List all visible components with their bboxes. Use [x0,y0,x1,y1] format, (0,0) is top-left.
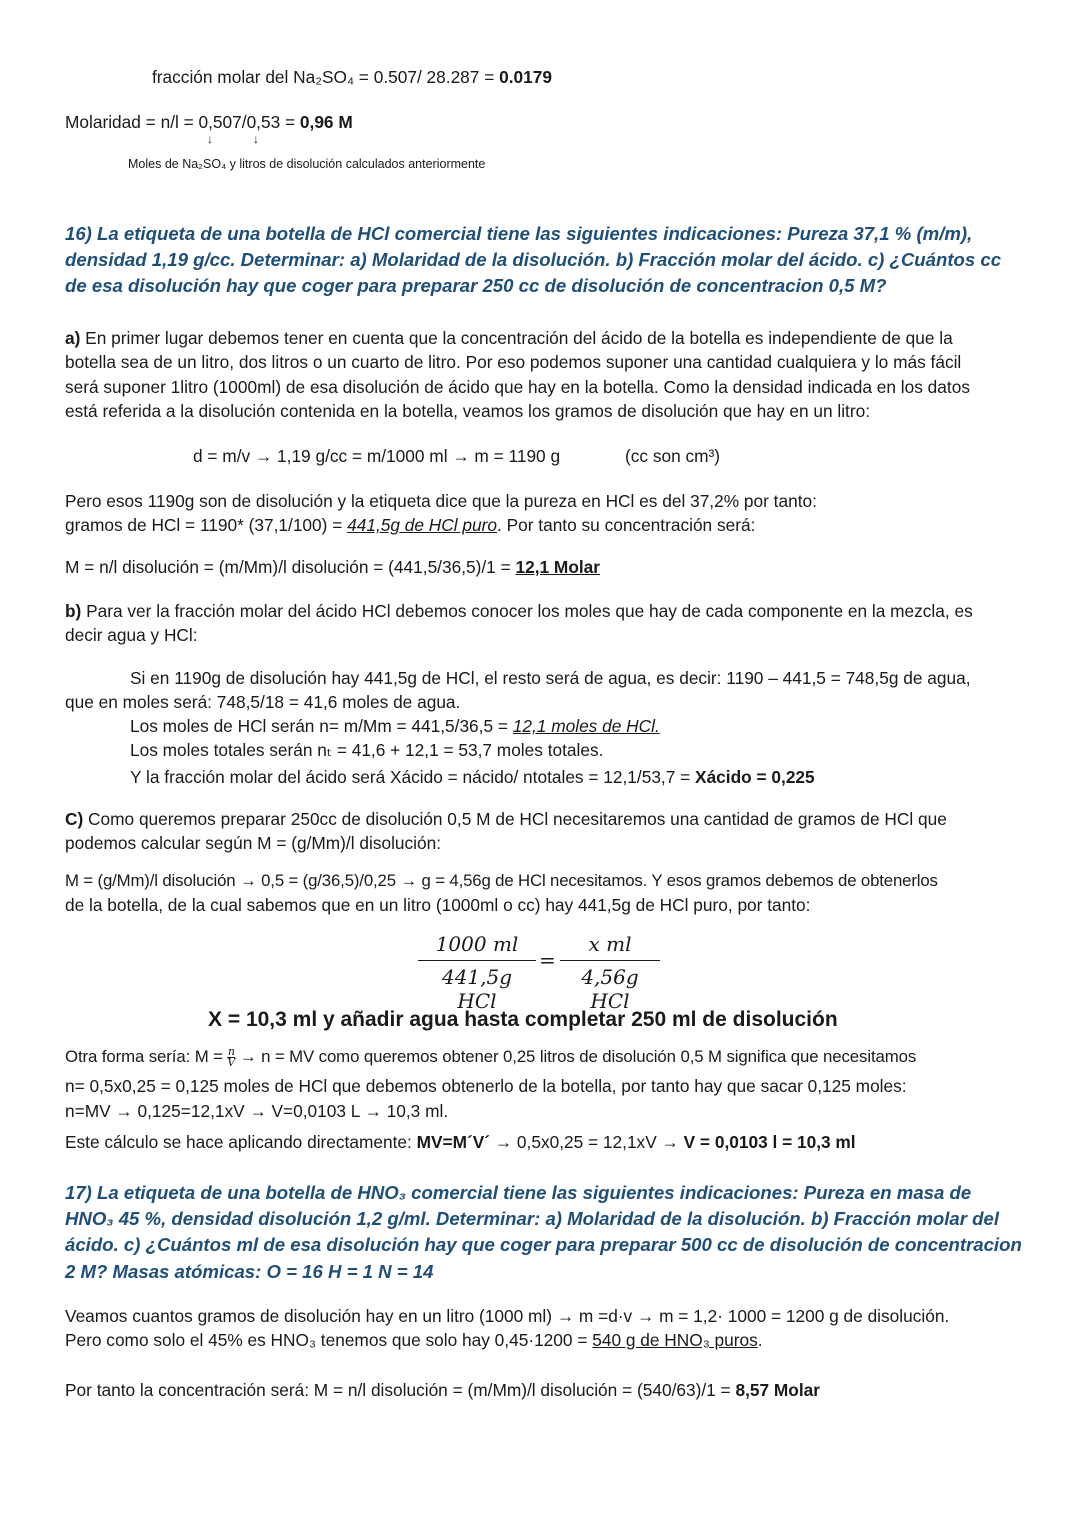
concentracion-text: Por tanto la concentración será: M = n/l disolución = (m/Mm)/l disolución = (540/63)/1 = [65,1380,736,1400]
mini-numerator: n [227,1045,235,1059]
answer-a-line4: está referida a la disolución contenida en la botella, veamos los gramos de disolución que hay en un litro: [65,401,871,421]
answer-c-line4: de la botella, de la cual sabemos que en un litro (1000ml o cc) hay 441,5g de HCl puro, por tanto: [65,895,811,915]
molaridad-hcl-result: 12,1 Molar [515,557,601,577]
answer-b-text1: Para ver la fracción molar del ácido HCl debemos conocer los moles que hay de cada componente en la mezcla, es [81,601,973,621]
molaridad-hcl-line [65,555,600,579]
veamos-line1: Veamos cuantos gramos de disolución hay en un litro (1000 ml) → m =d·v → m = 1,2· 1000 = 1200 g de disolución. [65,1306,950,1326]
answer-c-line3: M = (g/Mm)/l disolución → 0,5 = (g/36,5)/0,25 → g = 4,56g de HCl necesitamos. Y esos gramos debemos de obtenerlos [65,871,938,890]
fraccion-na2so4-line [152,65,552,89]
moles-hcl-text: Los moles de HCl serán n= m/Mm = 441,5/36,5 = [130,716,513,736]
question-17-line4: 2 M? Masas atómicas: O = 16 H = 1 N = 14 [65,1261,434,1282]
fraction-equals: = [539,948,556,972]
question-17-line3: ácido. c) ¿Cuántos ml de esa disolución hay que coger para preparar 500 cc de disolución de concentracion [65,1234,1022,1255]
question-16-line3: de esa disolución hay que coger para preparar 250 cc de disolución de concentracion 0,5 M? [65,275,887,296]
answer-b-line5 [130,714,660,738]
density-equation: d = m/v → 1,19 g/cc = m/1000 ml → m = 1190 g [193,446,561,466]
answer-b-line6: Los moles totales serán nₜ = 41,6 + 12,1 = 53,7 moles totales. [130,740,604,760]
hno3-puros-value: 540 g de HNO₃ puros [592,1330,758,1350]
answer-a-line2: botella sea de un litro, dos litros o un cuarto de litro. Por eso podemos suponer una cantidad cualquiera y lo más fácil [65,352,962,372]
answer-c-label: C) [65,809,84,829]
concentracion-result: 8,57 Molar [735,1380,820,1400]
fraction-left-denominator: 441,5g HCl [418,960,536,1013]
hcl-puro-value: 441,5g de HCl puro [347,515,497,535]
otra-forma-text: Otra forma sería: M = [65,1047,228,1066]
down-arrow-icon: ↓ [253,132,259,146]
otra-forma-line3: n=MV → 0,125=12,1xV → V=0,0103 L → 10,3 ml. [65,1101,449,1121]
answer-b-line2: decir agua y HCl: [65,625,198,645]
fraction-right [560,932,660,1013]
fraction-left [418,932,536,1013]
molaridad-result: 0,96 M [299,112,353,132]
pero-line2 [65,513,755,537]
otra-forma-line1 [65,1045,916,1069]
moles-hcl-value: 12,1 moles de HCl. [512,716,660,736]
fraccion-acido-text: Y la fracción molar del ácido será Xácido = nácido/ ntotales = 12,1/53,7 = [130,767,696,787]
fraccion-na2so4-result: 0.0179 [499,67,552,87]
pero-line1: Pero esos 1190g son de disolución y la etiqueta dice que la pureza en HCl es del 37,2% por tanto: [65,491,817,511]
note-moles-litros: Moles de Na₂SO₄ y litros de disolución calculados anteriormente [128,157,486,171]
este-calculo-line [65,1130,856,1154]
pero-text: gramos de HCl = 1190* (37,1/100) = [65,515,348,535]
down-arrow-icon: ↓ [207,132,213,146]
mini-denominator: V [227,1056,236,1070]
answer-b-line4: que en moles será: 748,5/18 = 41,6 moles de agua. [65,692,461,712]
question-17-line2: HNO₃ 45 %, densidad disolución 1,2 g/ml. Determinar: a) Molaridad de la disolución. b) Fracción molar del [65,1208,999,1229]
x-result: X = 10,3 ml y añadir agua hasta completar 250 ml de disolución [208,1008,838,1031]
otra-forma-text-end: → n = MV como queremos obtener 0,25 litros de disolución 0,5 M significa que necesitamos [235,1047,917,1066]
mv-formula: MV=M´V´ [416,1132,491,1152]
pero-text-end: . Por tanto su concentración será: [496,515,756,535]
answer-b-label: b) [65,601,82,621]
molaridad-text: Molaridad = n/l = 0,507/0,53 = [65,112,300,132]
answer-c-line2: podemos calcular según M = (g/Mm)/l disolución: [65,833,442,853]
answer-a-line1 [65,326,953,350]
fraccion-na2so4-text: fracción molar del Na₂SO₄ = 0.507/ 28.287 = [152,67,500,87]
answer-b-line1 [65,599,973,623]
veamos-text-end: . [757,1330,763,1350]
otra-forma-line2: n= 0,5x0,25 = 0,125 moles de HCl que debemos obtenerlo de la botella, por tanto hay que sacar 0,125 moles: [65,1076,907,1096]
volume-result: V = 0,0103 l = 10,3 ml [683,1132,856,1152]
answer-c-line1 [65,807,947,831]
question-16-line2: densidad 1,19 g/cc. Determinar: a) Molaridad de la disolución. b) Fracción molar del ácido. c) ¿Cuántos cc [65,249,1002,270]
fraction-right-numerator: x ml [588,932,632,956]
concentracion-line [65,1378,820,1402]
este-calculo-middle: → 0,5x0,25 = 12,1xV → [490,1132,684,1152]
answer-b-line3: Si en 1190g de disolución hay 441,5g de HCl, el resto será de agua, es decir: 1190 – 441,5 = 748,5g de agua, [130,668,971,688]
fraction-right-denominator: 4,56g HCl [560,960,660,1013]
molaridad-hcl-text: M = n/l disolución = (m/Mm)/l disolución = (441,5/36,5)/1 = [65,557,516,577]
density-note: (cc son cm³) [625,446,721,466]
molaridad-line [65,110,353,134]
answer-b-line7 [130,765,815,789]
answer-c-text1: Como queremos preparar 250cc de disolución 0,5 M de HCl necesitaremos una cantidad de gramos de HCl que [83,809,947,829]
veamos-line2 [65,1328,763,1352]
fraction-left-numerator: 1000 ml [435,932,519,956]
answer-a-text1: En primer lugar debemos tener en cuenta que la concentración del ácido de la botella es independiente de que la [80,328,953,348]
question-16-line1: 16) La etiqueta de una botella de HCl comercial tiene las siguientes indicaciones: Pureza 37,1 % (m/m), [65,223,973,244]
veamos-text: Pero como solo el 45% es HNO₃ tenemos que solo hay 0,45·1200 = [65,1330,593,1350]
answer-a-label: a) [65,328,81,348]
fraccion-acido-result: Xácido = 0,225 [695,767,815,787]
question-17-line1: 17) La etiqueta de una botella de HNO₃ comercial tiene las siguientes indicaciones: Pureza en masa de [65,1182,972,1203]
este-calculo-text: Este cálculo se hace aplicando directamente: [65,1132,417,1152]
answer-a-line3: será suponer 1litro (1000ml) de esa disolución de ácido que hay en la botella. Como la densidad indicada en los datos [65,377,970,397]
